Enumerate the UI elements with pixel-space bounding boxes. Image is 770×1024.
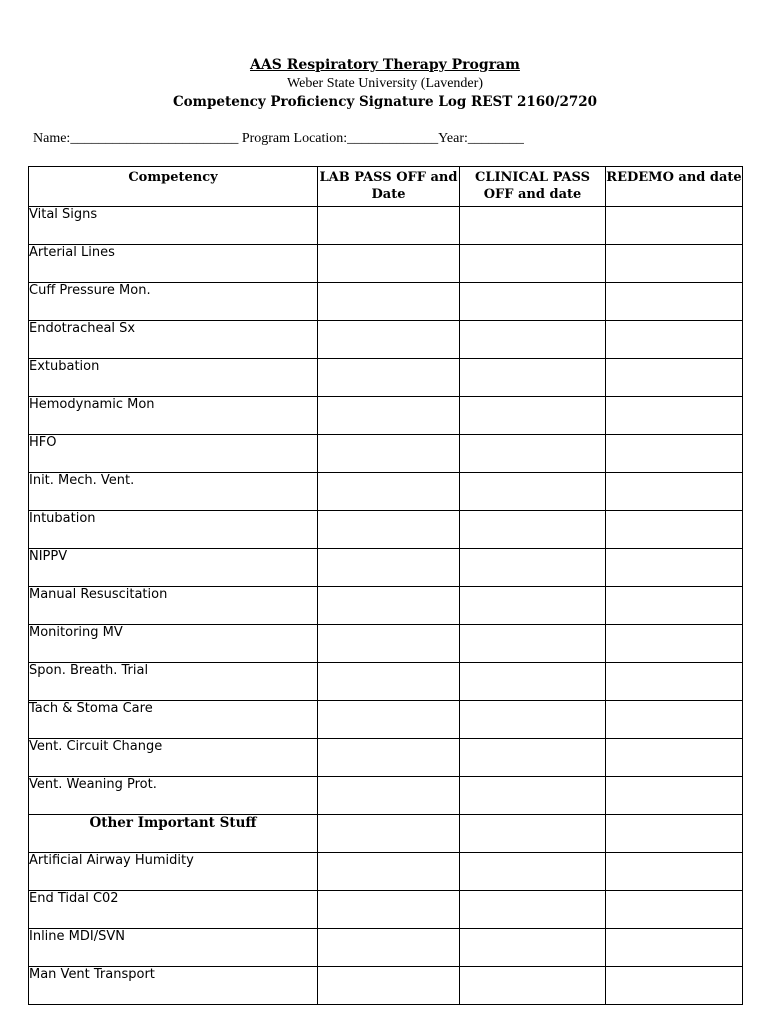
table-row — [29, 435, 743, 473]
redemo-signature-cell[interactable] — [606, 701, 743, 739]
competency-label: End Tidal C02 — [29, 891, 318, 929]
lab-signature-cell[interactable] — [318, 929, 460, 967]
column-header-redemo: REDEMO and date — [606, 167, 743, 207]
redemo-signature-cell[interactable] — [606, 891, 743, 929]
lab-signature-cell[interactable] — [318, 549, 460, 587]
lab-signature-cell[interactable] — [318, 435, 460, 473]
lab-signature-cell[interactable] — [318, 853, 460, 891]
lab-signature-cell[interactable] — [318, 777, 460, 815]
redemo-signature-cell[interactable] — [606, 853, 743, 891]
table-row — [29, 777, 743, 815]
lab-signature-cell[interactable] — [318, 207, 460, 245]
competency-label: Endotracheal Sx — [29, 321, 318, 359]
competency-label: Manual Resuscitation — [29, 587, 318, 625]
table-row — [29, 663, 743, 701]
clinical-signature-cell[interactable] — [460, 891, 606, 929]
competency-label: Extubation — [29, 359, 318, 397]
header-row — [29, 167, 743, 207]
column-header-lab: LAB PASS OFF and Date — [318, 167, 460, 207]
competency-label: NIPPV — [29, 549, 318, 587]
lab-signature-cell[interactable] — [318, 701, 460, 739]
redemo-signature-cell[interactable] — [606, 435, 743, 473]
competency-label: Inline MDI/SVN — [29, 929, 318, 967]
table-row — [29, 739, 743, 777]
table-row — [29, 511, 743, 549]
competency-label: Intubation — [29, 511, 318, 549]
redemo-signature-cell[interactable] — [606, 473, 743, 511]
lab-signature-cell[interactable] — [318, 663, 460, 701]
info-line: Name:________________________ Program Location:_____________Year:________ — [33, 131, 524, 146]
table-row — [29, 207, 743, 245]
clinical-signature-cell[interactable] — [460, 207, 606, 245]
redemo-signature-cell[interactable] — [606, 967, 743, 1005]
clinical-signature-cell[interactable] — [460, 701, 606, 739]
table-row — [29, 283, 743, 321]
lab-signature-cell[interactable] — [318, 511, 460, 549]
lab-signature-cell[interactable] — [318, 739, 460, 777]
clinical-signature-cell[interactable] — [460, 321, 606, 359]
lab-signature-cell[interactable] — [318, 967, 460, 1005]
table-row — [29, 549, 743, 587]
competency-label: Tach & Stoma Care — [29, 701, 318, 739]
section-empty-cell — [460, 815, 606, 853]
redemo-signature-cell[interactable] — [606, 321, 743, 359]
lab-signature-cell[interactable] — [318, 245, 460, 283]
competency-label: Man Vent Transport — [29, 967, 318, 1005]
redemo-signature-cell[interactable] — [606, 397, 743, 435]
redemo-signature-cell[interactable] — [606, 283, 743, 321]
lab-signature-cell[interactable] — [318, 397, 460, 435]
lab-signature-cell[interactable] — [318, 321, 460, 359]
competency-label: HFO — [29, 435, 318, 473]
table-row — [29, 359, 743, 397]
lab-signature-cell[interactable] — [318, 625, 460, 663]
competency-label: Hemodynamic Mon — [29, 397, 318, 435]
table-row — [29, 929, 743, 967]
competency-label: Spon. Breath. Trial — [29, 663, 318, 701]
competency-label: Vital Signs — [29, 207, 318, 245]
university-subtitle: Weber State University (Lavender) — [287, 76, 483, 91]
table-row — [29, 701, 743, 739]
table-row — [29, 397, 743, 435]
section-empty-cell — [318, 815, 460, 853]
lab-signature-cell[interactable] — [318, 473, 460, 511]
redemo-signature-cell[interactable] — [606, 359, 743, 397]
redemo-signature-cell[interactable] — [606, 739, 743, 777]
lab-signature-cell[interactable] — [318, 587, 460, 625]
clinical-signature-cell[interactable] — [460, 397, 606, 435]
competency-label: Monitoring MV — [29, 625, 318, 663]
competency-label: Arterial Lines — [29, 245, 318, 283]
clinical-signature-cell[interactable] — [460, 473, 606, 511]
redemo-signature-cell[interactable] — [606, 663, 743, 701]
clinical-signature-cell[interactable] — [460, 435, 606, 473]
lab-signature-cell[interactable] — [318, 359, 460, 397]
redemo-signature-cell[interactable] — [606, 587, 743, 625]
table-row — [29, 473, 743, 511]
redemo-signature-cell[interactable] — [606, 511, 743, 549]
clinical-signature-cell[interactable] — [460, 625, 606, 663]
redemo-signature-cell[interactable] — [606, 777, 743, 815]
section-row — [29, 815, 743, 853]
column-header-clinical: CLINICAL PASS OFF and date — [460, 167, 606, 207]
clinical-signature-cell[interactable] — [460, 283, 606, 321]
log-body — [29, 207, 743, 1005]
clinical-signature-cell[interactable] — [460, 777, 606, 815]
clinical-signature-cell[interactable] — [460, 967, 606, 1005]
table-row — [29, 853, 743, 891]
clinical-signature-cell[interactable] — [460, 663, 606, 701]
section-title: Other Important Stuff — [29, 815, 318, 853]
lab-signature-cell[interactable] — [318, 891, 460, 929]
clinical-signature-cell[interactable] — [460, 549, 606, 587]
competency-label: Vent. Circuit Change — [29, 739, 318, 777]
log-title: Competency Proficiency Signature Log REST 2160/2720 — [172, 94, 598, 110]
table-row — [29, 321, 743, 359]
clinical-signature-cell[interactable] — [460, 739, 606, 777]
table-row — [29, 967, 743, 1005]
table-row — [29, 891, 743, 929]
column-header-competency: Competency — [29, 167, 318, 207]
competency-label: Cuff Pressure Mon. — [29, 283, 318, 321]
competency-label: Init. Mech. Vent. — [29, 473, 318, 511]
redemo-signature-cell[interactable] — [606, 625, 743, 663]
signature-log-table — [28, 166, 743, 1005]
lab-signature-cell[interactable] — [318, 283, 460, 321]
competency-label: Artificial Airway Humidity — [29, 853, 318, 891]
section-empty-cell — [606, 815, 743, 853]
clinical-signature-cell[interactable] — [460, 245, 606, 283]
competency-label: Vent. Weaning Prot. — [29, 777, 318, 815]
clinical-signature-cell[interactable] — [460, 359, 606, 397]
clinical-signature-cell[interactable] — [460, 853, 606, 891]
clinical-signature-cell[interactable] — [460, 587, 606, 625]
table-row — [29, 587, 743, 625]
redemo-signature-cell[interactable] — [606, 245, 743, 283]
program-title: AAS Respiratory Therapy Program — [250, 57, 520, 73]
clinical-signature-cell[interactable] — [460, 511, 606, 549]
table-row — [29, 625, 743, 663]
redemo-signature-cell[interactable] — [606, 929, 743, 967]
clinical-signature-cell[interactable] — [460, 929, 606, 967]
table-row — [29, 245, 743, 283]
redemo-signature-cell[interactable] — [606, 549, 743, 587]
redemo-signature-cell[interactable] — [606, 207, 743, 245]
